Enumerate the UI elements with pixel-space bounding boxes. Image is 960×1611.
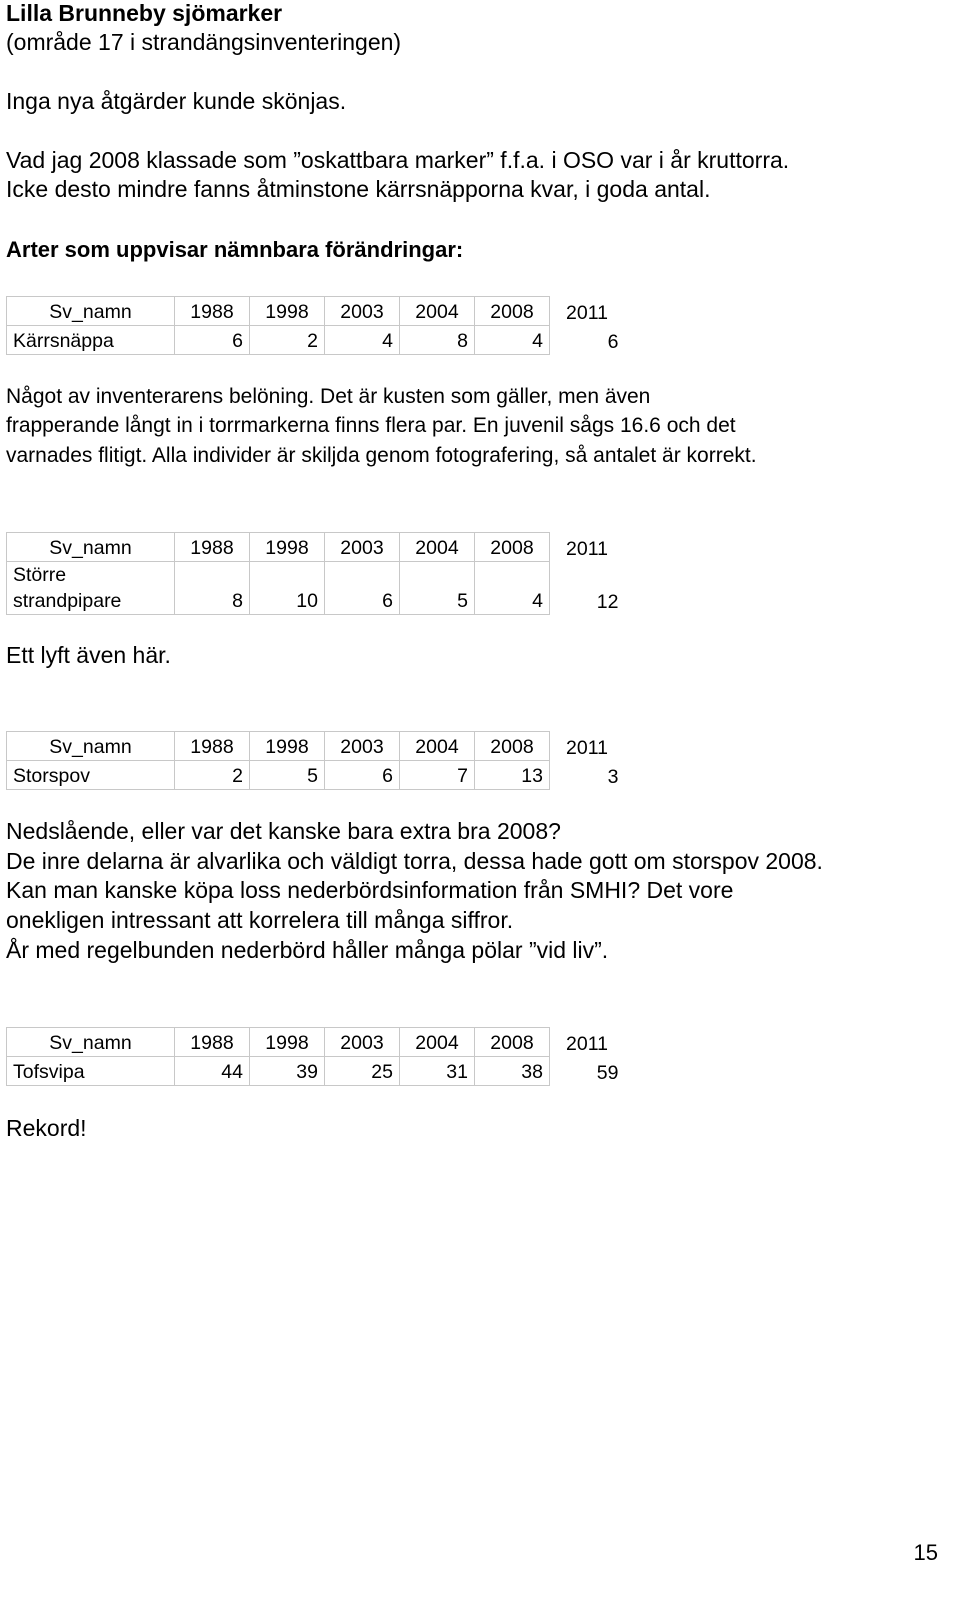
comment-line: varnades flitigt. Alla individer är skiljda genom fotografering, så antalet är korrekt. — [6, 444, 757, 467]
count-cell: 8 — [400, 326, 475, 355]
paragraph-line: Icke desto mindre fanns åtminstone kärrsnäpporna kvar, i goda antal. — [6, 176, 711, 202]
count-cell: 2 — [250, 326, 325, 355]
species-name-cell: Storspov — [7, 761, 175, 790]
count-cell: 12 — [596, 590, 619, 613]
comment-line: De inre delarna är alvarlika och väldigt torra, dessa hade gott om storspov 2008. — [6, 848, 823, 874]
header-cell: 2003 — [325, 1028, 400, 1057]
species-name-cell: Kärrsnäppa — [7, 326, 175, 355]
header-cell: 2008 — [475, 533, 550, 562]
header-cell: Sv_namn — [7, 297, 175, 326]
table-header-row — [7, 297, 625, 326]
header-cell: 2008 — [475, 297, 550, 326]
header-cell: 1988 — [175, 297, 250, 326]
header-cell: 1998 — [250, 533, 325, 562]
species-name-line: Större — [13, 564, 67, 586]
table-karrsnappa — [6, 296, 625, 355]
header-cell: 2011 — [566, 301, 608, 324]
table-header-row — [7, 533, 625, 562]
table-header-row — [7, 732, 625, 761]
count-cell: 6 — [175, 326, 250, 355]
header-cell: Sv_namn — [7, 533, 175, 562]
header-cell: 1998 — [250, 1028, 325, 1057]
section-subheading: Arter som uppvisar nämnbara förändringar: — [6, 237, 464, 262]
count-cell: 4 — [325, 326, 400, 355]
header-cell: 2003 — [325, 732, 400, 761]
header-cell: Sv_namn — [7, 732, 175, 761]
header-cell: 2004 — [400, 533, 475, 562]
header-cell: 2004 — [400, 1028, 475, 1057]
species-name-cell: Tofsvipa — [7, 1057, 175, 1086]
count-cell: 10 — [250, 562, 325, 615]
comment-line: Något av inventerarens belöning. Det är kusten som gäller, men även — [6, 385, 651, 408]
header-cell: 2004 — [400, 297, 475, 326]
count-cell: 31 — [400, 1057, 475, 1086]
table-storspov — [6, 731, 625, 790]
count-cell: 4 — [475, 326, 550, 355]
table-row — [7, 1057, 625, 1086]
comment-line: frapperande långt in i torrmarkerna finns flera par. En juvenil sågs 16.6 och det — [6, 414, 736, 437]
page-number: 15 — [913, 1540, 938, 1565]
header-cell: 1988 — [175, 732, 250, 761]
header-cell: Sv_namn — [7, 1028, 175, 1057]
header-cell: 1988 — [175, 1028, 250, 1057]
doc-title: Lilla Brunneby sjömarker — [6, 0, 283, 26]
species-name-line: strandpipare — [13, 590, 122, 612]
table-strandpipare — [6, 532, 625, 615]
count-cell: 6 — [607, 330, 619, 353]
comment-line: Ett lyft även här. — [6, 642, 171, 668]
count-cell: 6 — [325, 761, 400, 790]
comment-line: Kan man kanske köpa loss nederbördsinformation från SMHI? Det vore — [6, 877, 734, 903]
header-cell: 1998 — [250, 297, 325, 326]
table-row — [7, 326, 625, 355]
count-cell: 59 — [596, 1061, 619, 1084]
comment-line: Nedslående, eller var det kanske bara extra bra 2008? — [6, 818, 561, 844]
table-row — [7, 562, 625, 615]
table-row — [7, 761, 625, 790]
count-cell: 25 — [325, 1057, 400, 1086]
header-cell: 2003 — [325, 533, 400, 562]
header-cell: 2008 — [475, 732, 550, 761]
table-tofsvipa — [6, 1027, 625, 1086]
header-cell: 2008 — [475, 1028, 550, 1057]
paragraph-line: Vad jag 2008 klassade som ”oskattbara marker” f.f.a. i OSO var i år kruttorra. — [6, 147, 790, 173]
header-cell: 2004 — [400, 732, 475, 761]
header-cell: 2011 — [566, 537, 608, 560]
doc-subtitle: (område 17 i strandängsinventeringen) — [6, 29, 402, 55]
header-cell: 2011 — [566, 1032, 608, 1055]
count-cell: 4 — [475, 562, 550, 615]
count-cell: 8 — [175, 562, 250, 615]
count-cell: 5 — [250, 761, 325, 790]
header-cell: 1998 — [250, 732, 325, 761]
count-cell: 38 — [475, 1057, 550, 1086]
comment-line: onekligen intressant att korrelera till många siffror. — [6, 907, 514, 933]
header-cell: 2003 — [325, 297, 400, 326]
header-cell: 2011 — [566, 736, 608, 759]
no-measures-line: Inga nya åtgärder kunde skönjas. — [6, 88, 347, 114]
count-cell: 3 — [607, 765, 619, 788]
comment-line: År med regelbunden nederbörd håller många pölar ”vid liv”. — [6, 937, 609, 963]
count-cell: 5 — [400, 562, 475, 615]
count-cell: 44 — [175, 1057, 250, 1086]
count-cell: 2 — [175, 761, 250, 790]
comment-line: Rekord! — [6, 1115, 87, 1141]
count-cell: 7 — [400, 761, 475, 790]
header-cell: 1988 — [175, 533, 250, 562]
species-name-cell — [7, 562, 175, 615]
table-header-row — [7, 1028, 625, 1057]
count-cell: 13 — [475, 761, 550, 790]
count-cell: 6 — [325, 562, 400, 615]
count-cell: 39 — [250, 1057, 325, 1086]
